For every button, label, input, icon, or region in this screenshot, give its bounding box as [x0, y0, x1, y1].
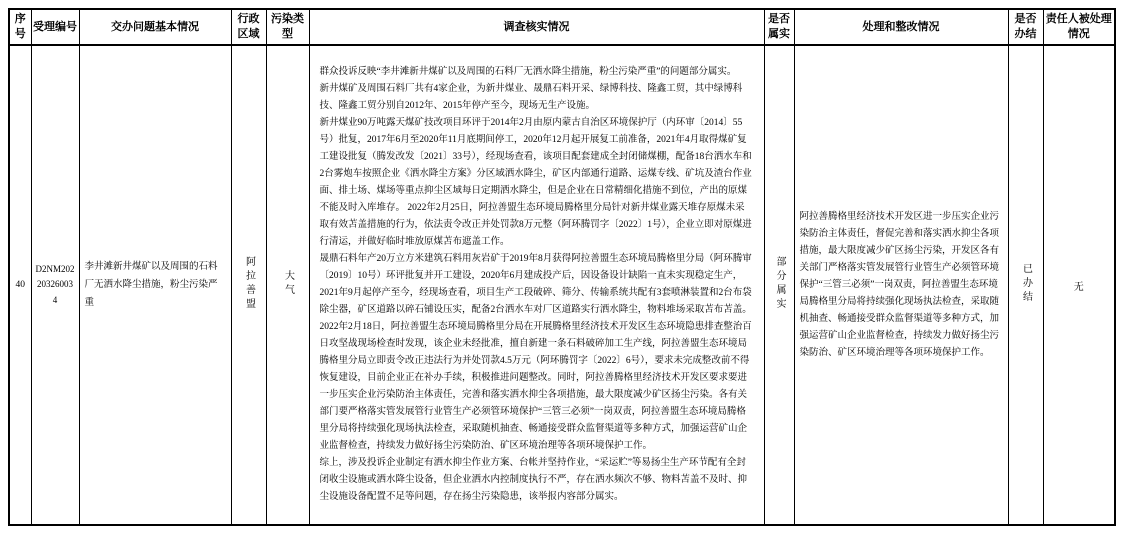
header-region: 行政区域	[231, 9, 266, 45]
cell-case-no: D2NM202203260034	[31, 45, 79, 525]
cell-handling: 阿拉善腾格里经济技术开发区进一步压实企业污染防治主体责任，督促完善和落实洒水抑尘各项措施，最大限度减少矿区扬尘污染，开发区各有关部门严格落实管发展管行业管生产必须管环境保护“三管三必须”一岗双责，阿拉善盟生态环境局腾格里分局将持续强化现场执法检查，采取随机抽查、畅通接受群众监督渠道等多种方式，加强运营矿山企业监督检查，持续发力做好扬尘污染防治、矿区环境治理等各项环境保护工作。	[794, 45, 1008, 525]
is-verified-vertical-text: 部分属实	[774, 255, 785, 312]
cell-investigation: 群众投诉反映“李井滩新井煤矿以及周围的石料厂无洒水降尘措施，粉尘污染严重”的问题部分属实。 新井煤矿及周围石料厂共有4家企业，为新井煤业、晟鼎石料开采、绿博科技、隆鑫工贸，其中绿博科技、隆鑫工贸分别自2012年、2015年停产至今，现场无生产设施。 新井煤业90万吨露天煤矿技改项目环评于2014年2月由原内蒙古自治区环境保护厅（内环审〔2014〕55号）批复，2017年6月至2020年11月底期间停工，2020年12月起开展复工前准备，2021年4月取得煤矿复工建设批复（腾发改发〔2021〕33号），经现场查看，该项目配套建成全封闭储煤棚，配备18台洒水车和2台雾炮车按照企业《洒水降尘方案》分区域洒水降尘，矿区内部通行道路、运煤专线、矿坑及渣台作业面、排土场、煤场等重点抑尘区域每日定期洒水降尘，但是企业在日常精细化措施不到位，产出的原煤不能及时入库堆存。 2022年2月25日，阿拉善盟生态环境局腾格里分局针对新井煤业露天堆存原煤未采取有效苫盖措施的行为，依法责令改正并处罚款8万元整（阿环腾罚字〔2022〕1号），企业立即对原煤进行清运，并做好临时堆放原煤苫布遮盖工作。 晟鼎石料年产20万立方米建筑石料用灰岩矿于2019年8月获得阿拉善盟生态环境局腾格里分局（阿环腾审〔2019〕10号）环评批复并开工建设，2020年6月建成投产后，因设备设计缺陷一直未实现稳定生产，2021年9月起停产至今，经现场查看，项目生产工段破碎、筛分、传输系统共配有3套喷淋装置和2台布袋除尘器，矿区道路以碎石铺设压实，配备2台洒水车对厂区道路实行洒水降尘，物料堆场采取苫布苫盖。2022年2月18日，阿拉善盟生态环境局腾格里分局在开展腾格里经济技术开发区生态环境隐患排查整治百日攻坚战现场检查时发现，该企业未经批准，擅自新建一条石料破碎加工生产线，阿拉善盟生态环境局腾格里分局立即责令改正违法行为并处罚款4.5万元（阿环腾罚字〔2022〕6号），要求未完成整改前不得恢复建设，目前企业正在补办手续，积极推进问题整改。同时，阿拉善腾格里经济技术开发区要求要进一步压实企业污染防治主体责任，完善和落实洒水抑尘各项措施，最大限度减少矿区扬尘污染。各有关部门要严格落实管发展管行业管生产必须管环境保护“三管三必须”一岗双责，阿拉善盟生态环境局腾格里分局将持续强化现场执法检查，采取随机抽查、畅通接受群众监督渠道等多种方式，加强运营矿山企业监督检查，持续发力做好扬尘污染防治、矿区环境治理等各项环境保护工作。 综上，涉及投诉企业制定有洒水抑尘作业方案、台帐并坚持作业，“采运贮”等易扬尘生产环节配有全封闭收尘设施或洒水降尘设备，但企业洒水内控制度执行不严，存在洒水频次不够、物料苫盖不及时、抑尘设施设备配置不足等问题，存在扬尘污染隐患，该举报内容部分属实。	[309, 45, 764, 525]
cell-region	[231, 45, 266, 525]
table-row	[9, 45, 1115, 525]
table-header-row	[9, 9, 1115, 45]
is-closed-vertical-text: 已办结	[1020, 262, 1032, 305]
header-responsible-person: 责任人被处理情况	[1043, 9, 1115, 45]
cell-pollution-type	[266, 45, 309, 525]
cell-is-verified	[764, 45, 794, 525]
header-serial-no: 序号	[9, 9, 31, 45]
cell-serial-no: 40	[9, 45, 31, 525]
header-is-verified: 是否属实	[764, 9, 794, 45]
region-vertical-text: 阿拉善盟	[243, 255, 255, 312]
header-problem: 交办问题基本情况	[79, 9, 231, 45]
header-investigation: 调查核实情况	[309, 9, 764, 45]
cell-responsible-person: 无	[1043, 45, 1115, 525]
cell-problem: 李井滩新井煤矿以及周围的石料厂无洒水降尘措施，粉尘污染严重	[79, 45, 231, 525]
cell-is-closed	[1008, 45, 1043, 525]
header-handling: 处理和整改情况	[794, 9, 1008, 45]
pollution-type-vertical-text: 大气	[282, 269, 294, 298]
header-pollution-type: 污染类型	[266, 9, 309, 45]
header-is-closed: 是否办结	[1008, 9, 1043, 45]
complaint-handling-table	[8, 8, 1116, 526]
header-case-no: 受理编号	[31, 9, 79, 45]
